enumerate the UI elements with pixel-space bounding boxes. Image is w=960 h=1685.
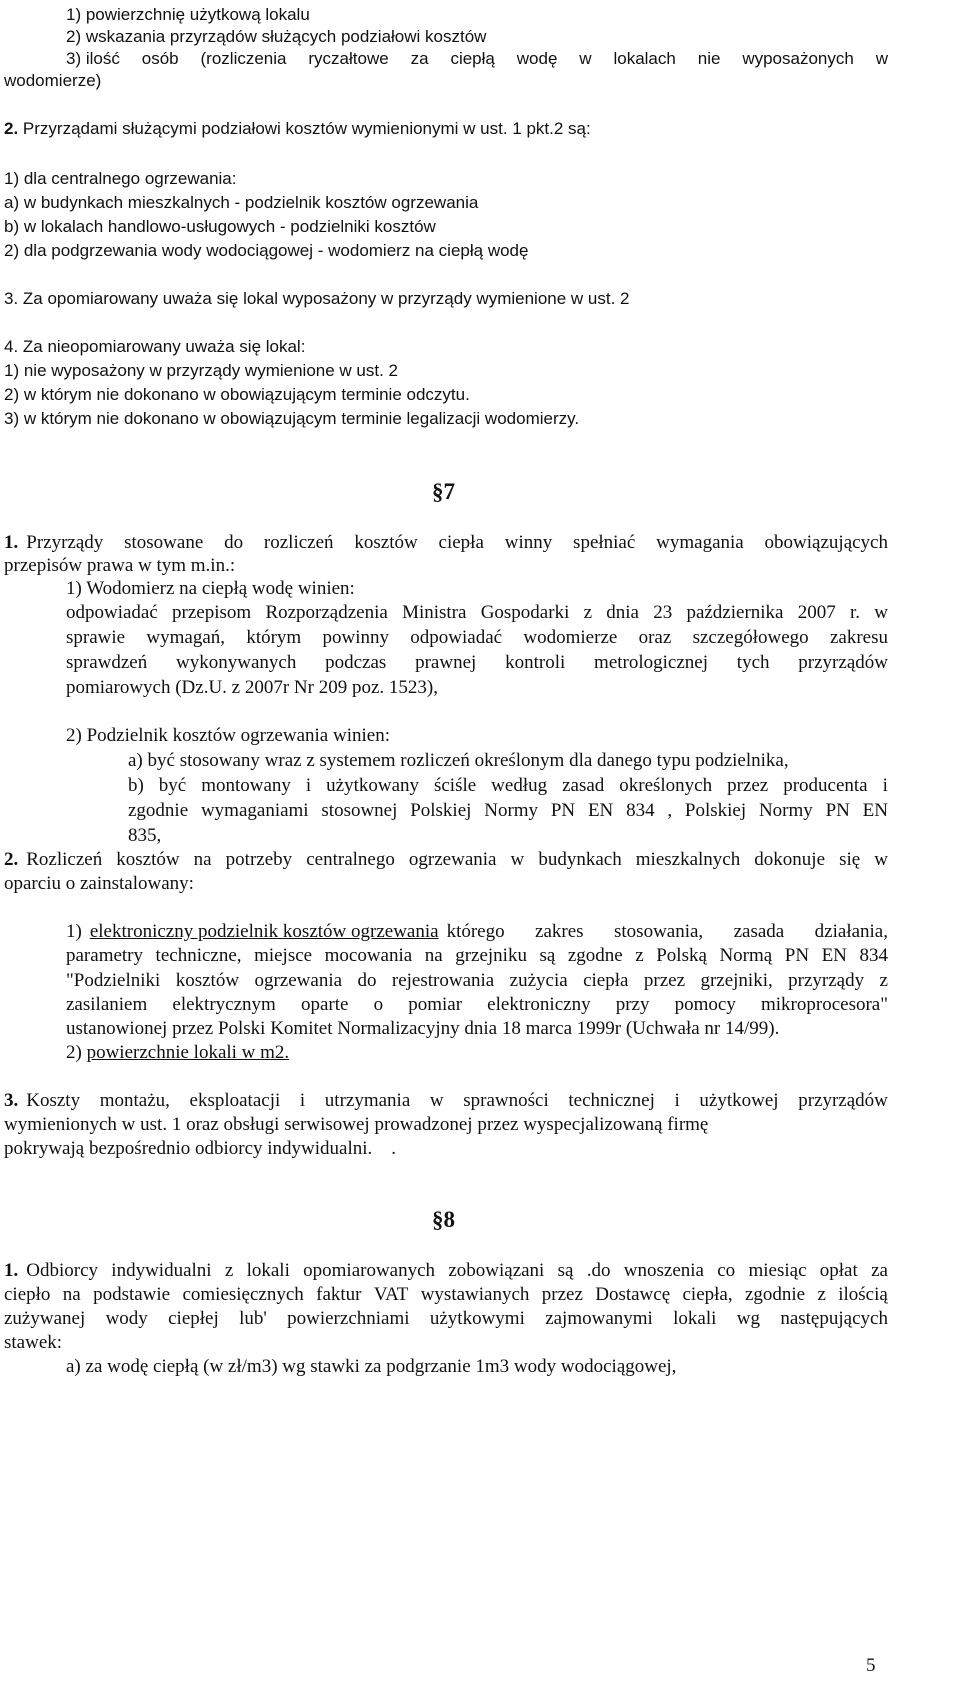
word: stosowane	[124, 532, 204, 553]
text-line: 3) w którym nie dokonano w obowiązującym terminie legalizacji wodomierzy.	[4, 409, 580, 428]
text-line	[4, 1308, 888, 1330]
word: na	[193, 849, 212, 870]
word: lub'	[239, 1308, 267, 1329]
list-marker: 1)	[66, 921, 82, 942]
word: indywidualni	[111, 1260, 212, 1281]
word: .do	[586, 1260, 611, 1281]
word: wodę	[516, 49, 558, 68]
text-line: a) być stosowany wraz z systemem rozliczeń określonym dla danego typu podzielnika,	[128, 750, 789, 771]
word: prawnej	[415, 652, 477, 673]
word: w	[510, 849, 525, 870]
word: EN	[862, 800, 888, 821]
word: za	[410, 49, 429, 68]
word: Ministra	[402, 602, 467, 623]
word: 2007	[797, 602, 836, 623]
word: powinny	[322, 627, 389, 648]
text-line	[66, 652, 888, 674]
item-number: 3.	[4, 1090, 19, 1111]
section-heading-7	[432, 481, 455, 503]
word: Przyrządy	[26, 532, 104, 553]
justified-words	[26, 1090, 888, 1112]
word: miejsce	[254, 945, 313, 966]
word: przez	[727, 775, 769, 796]
word: z	[635, 945, 644, 966]
word: ciepła	[438, 532, 484, 553]
word: następujących	[780, 1308, 888, 1329]
word: Rozporządzenia	[265, 602, 388, 623]
text-line	[66, 602, 888, 624]
word: Odbiorcy	[26, 1260, 99, 1281]
word: zgodnie	[128, 800, 189, 821]
justified-words	[26, 1260, 888, 1282]
word: wodomierze	[523, 627, 618, 648]
word: wykonywanych	[176, 652, 297, 673]
text-line: 4. Za nieopomiarowany uważa się lokal:	[4, 337, 306, 356]
section-heading-8	[432, 1209, 455, 1231]
word: i	[674, 1090, 680, 1111]
word: zakres	[535, 921, 584, 942]
word: ciepłej	[168, 1308, 219, 1329]
word: zgodnie	[744, 1284, 806, 1305]
item-number: 1.	[4, 1260, 19, 1281]
word: r.	[849, 602, 860, 623]
word: ryczałtowe	[308, 49, 389, 68]
word: odpowiadać	[66, 602, 158, 623]
list-marker: 2)	[66, 1042, 82, 1063]
text-line: pomiarowych (Dz.U. z 2007r Nr 209 poz. 1523),	[66, 677, 438, 698]
word: Normą	[719, 945, 773, 966]
word: przyrządów	[798, 1090, 888, 1111]
word: zajmowanymi	[545, 1308, 653, 1329]
word: są	[557, 1260, 574, 1281]
word: przyrządów	[798, 652, 888, 673]
text-line	[4, 1284, 888, 1306]
word: mocowania	[324, 945, 413, 966]
text-line: 2) wskazania przyrządów służących podziałowi kosztów	[66, 27, 487, 46]
word: osób	[141, 49, 179, 68]
text-line: b) w lokalach handlowo-usługowych - podzielniki kosztów	[4, 217, 436, 236]
text-line: 835,	[128, 825, 162, 846]
word: podczas	[325, 652, 387, 673]
word: rejestrowania	[391, 970, 495, 991]
word: mikroprocesora"	[760, 994, 888, 1015]
word: oparte	[300, 994, 349, 1015]
word: grzejniku	[455, 945, 527, 966]
word: 834	[859, 945, 888, 966]
word: wyposażonych	[742, 49, 854, 68]
word: Dostawcę	[595, 1284, 671, 1305]
word: stosowania,	[614, 921, 704, 942]
text-line	[4, 849, 888, 871]
word: montowany	[201, 775, 291, 796]
word: według	[491, 775, 548, 796]
word: pomocy	[674, 994, 736, 1015]
word: EN	[587, 800, 614, 821]
word: na	[424, 945, 443, 966]
word: elektrycznym	[172, 994, 276, 1015]
text-line: a) w budynkach mieszkalnych - podzielnik kosztów ogrzewania	[4, 193, 479, 212]
word: użytkowymi	[429, 1308, 525, 1329]
word: parametry	[66, 945, 144, 966]
word: faktur	[316, 1284, 362, 1305]
word: co	[717, 1260, 736, 1281]
word: PN	[550, 800, 576, 821]
word: wystawianych	[420, 1284, 530, 1305]
text-line: przepisów prawa w tym m.in.:	[4, 555, 236, 576]
word: w	[875, 49, 888, 68]
word: działania,	[814, 921, 888, 942]
word: elektroniczny	[487, 994, 591, 1015]
section-number: 8	[443, 1207, 455, 1232]
text-line: 1) dla centralnego ogrzewania:	[4, 169, 237, 188]
word: dokonuje	[754, 849, 826, 870]
word: ogrzewania	[254, 970, 343, 991]
text-line	[66, 48, 888, 70]
word: stosownej	[321, 800, 398, 821]
word: podstawie	[93, 1284, 171, 1305]
word: utrzymania	[324, 1090, 411, 1111]
word: którym	[246, 627, 302, 648]
word: techniczne,	[155, 945, 242, 966]
word: montażu,	[99, 1090, 170, 1111]
word: października	[686, 602, 784, 623]
word: użytkowany	[326, 775, 420, 796]
justified-words	[26, 532, 888, 554]
word: lokali	[673, 1308, 717, 1329]
word: EN	[821, 945, 847, 966]
word: zasilaniem	[66, 994, 148, 1015]
word: wody	[105, 1308, 148, 1329]
word: lokalach	[613, 49, 676, 68]
word: o	[373, 994, 384, 1015]
word: zakresu	[829, 627, 888, 648]
word: tych	[736, 652, 770, 673]
word: ciepła,	[682, 1284, 733, 1305]
text-line: 1) nie wyposażony w przyrządy wymienione w ust. 2	[4, 361, 398, 380]
word: nie	[697, 49, 721, 68]
word: opomiarowanych	[303, 1260, 436, 1281]
word: eksploatacji	[189, 1090, 281, 1111]
word: do	[357, 970, 377, 991]
word: wg	[736, 1308, 760, 1329]
word: mieszkalnych	[635, 849, 741, 870]
word: ogrzewania	[408, 849, 497, 870]
item-number: 1.	[4, 532, 19, 553]
word: ,	[667, 800, 673, 821]
word: zużycia	[509, 970, 568, 991]
word: powierzchniami	[287, 1308, 410, 1329]
word: zgodne	[567, 945, 623, 966]
word: potrzeby	[225, 849, 293, 870]
underlined-term: powierzchnie lokali w m2.	[86, 1042, 290, 1063]
word: sprawie	[66, 627, 126, 648]
word: opłat	[819, 1260, 858, 1281]
item-number: 2.	[4, 119, 19, 138]
word: się	[839, 849, 861, 870]
text-line: 1) powierzchnię użytkową lokalu	[66, 5, 310, 24]
word: ciepło	[4, 1284, 51, 1305]
word: i	[882, 775, 888, 796]
item-number: 2.	[4, 849, 19, 870]
text-line	[66, 970, 888, 992]
word: ilością	[838, 1284, 888, 1305]
word: Gospodarki	[480, 602, 570, 623]
text-line	[128, 775, 888, 797]
word: do	[224, 532, 244, 553]
word: wymagania	[656, 532, 744, 553]
word: w	[874, 849, 888, 870]
text-line: oparciu o zainstalowany:	[4, 873, 194, 894]
section-mark: §	[432, 479, 444, 504]
text-line	[66, 921, 888, 943]
text-line: wodomierze)	[4, 71, 102, 90]
word: ciepła	[583, 970, 629, 991]
text-line: 3. Za opomiarowany uważa się lokal wyposażony w przyrządy wymienione w ust. 2	[4, 289, 630, 308]
text-line: pokrywają bezpośrednio odbiorcy indywidualni. .	[4, 1138, 397, 1159]
word: szczegółowego	[692, 627, 809, 648]
word: za	[871, 1260, 888, 1281]
word: miesiąc	[748, 1260, 807, 1281]
word: sprawności	[463, 1090, 549, 1111]
word: 23	[653, 602, 673, 623]
text-line	[4, 532, 888, 554]
text-line	[4, 1090, 888, 1112]
word: zobowiązani	[448, 1260, 545, 1281]
word: obowiązujących	[764, 532, 888, 553]
word: z	[879, 970, 888, 991]
page-number: 5	[866, 1655, 876, 1676]
text-line	[66, 627, 888, 649]
word: być	[158, 775, 187, 796]
word: przyrządy	[788, 970, 865, 991]
word: oraz	[638, 627, 672, 648]
text-line	[66, 945, 888, 967]
word: comiesięcznych	[182, 1284, 304, 1305]
word: i	[305, 775, 312, 796]
word: z	[583, 602, 593, 623]
text-line: 2) w którym nie dokonano w obowiązującym terminie odczytu.	[4, 385, 470, 404]
text-line: 1) Wodomierz na ciepłą wodę winien:	[66, 578, 355, 599]
word: "Podzielniki	[66, 970, 161, 991]
word: przez	[643, 970, 686, 991]
word: winny	[504, 532, 553, 553]
text-line: 2) dla podgrzewania wody wodociągowej - wodomierz na ciepłą wodę	[4, 241, 529, 260]
word: odpowiadać	[410, 627, 503, 648]
word: Polskiej	[410, 800, 472, 821]
justified-words	[447, 921, 888, 943]
section-number: 7	[443, 479, 455, 504]
item-text: Przyrządami służącymi podziałowi kosztów wymienionymi w ust. 1 pkt.2 są:	[22, 119, 591, 138]
word: zasada	[733, 921, 785, 942]
word: kosztów	[116, 849, 180, 870]
word: w	[579, 49, 592, 68]
word: producenta	[783, 775, 868, 796]
word: którego	[446, 921, 505, 942]
word: metrologicznej	[594, 652, 709, 673]
word: technicznej	[568, 1090, 655, 1111]
word: budynkach	[538, 849, 622, 870]
word: b)	[128, 775, 144, 796]
word: użytkowej	[699, 1090, 779, 1111]
word: 3) ilość	[66, 49, 120, 68]
word: PN	[825, 800, 850, 821]
underlined-term: elektroniczny podzielnik kosztów ogrzewania	[89, 921, 439, 942]
word: ciepłą	[450, 49, 495, 68]
word: kosztów	[175, 970, 240, 991]
word: Normy	[758, 800, 813, 821]
word: dnia	[606, 602, 639, 623]
word: VAT	[373, 1284, 409, 1305]
word: Koszty	[26, 1090, 81, 1111]
justified-words	[26, 849, 888, 871]
word: lokali	[246, 1260, 290, 1281]
text-line	[4, 118, 591, 140]
text-line	[4, 1260, 888, 1282]
word: Rozliczeń	[26, 849, 103, 870]
text-line: ustanowionej przez Polski Komitet Normalizacyjny dnia 18 marca 1999r (Uchwała nr 14/99).	[66, 1018, 780, 1039]
text-line: a) za wodę ciepłą (w zł/m3) wg stawki za podgrzanie 1m3 wody wodociągowej,	[66, 1356, 677, 1377]
text-line	[128, 800, 888, 822]
word: kosztów	[354, 532, 418, 553]
word: pomiar	[408, 994, 463, 1015]
word: rozliczeń	[263, 532, 334, 553]
word: przez	[541, 1284, 583, 1305]
text-line: stawek:	[4, 1332, 63, 1353]
word: sprawdzeń	[66, 652, 148, 673]
word: Normy	[484, 800, 539, 821]
word: centralnego	[306, 849, 395, 870]
word: na	[62, 1284, 81, 1305]
word: kontroli	[505, 652, 566, 673]
text-line: wymienionych w ust. 1 oraz obsługi serwisowej prowadzonej przez wyspecjalizowaną firmę	[4, 1114, 709, 1135]
word: w	[429, 1090, 444, 1111]
word: przy	[615, 994, 650, 1015]
word: (rozliczenia	[200, 49, 287, 68]
word: i	[299, 1090, 306, 1111]
word: są	[539, 945, 556, 966]
word: określonych	[619, 775, 713, 796]
section-mark: §	[432, 1207, 444, 1232]
word: wymagań,	[146, 627, 226, 648]
word: przepisom	[172, 602, 252, 623]
word: wymaganiami	[200, 800, 309, 821]
word: spełniać	[573, 532, 636, 553]
word: Polską	[656, 945, 707, 966]
word: 834	[626, 800, 655, 821]
word: grzejniki,	[700, 970, 773, 991]
word: w	[874, 602, 888, 623]
word: z	[224, 1260, 234, 1281]
word: wnoszenia	[623, 1260, 704, 1281]
word: z	[817, 1284, 826, 1305]
word: Polskiej	[684, 800, 747, 821]
word: zasad	[562, 775, 605, 796]
text-line: 2) Podzielnik kosztów ogrzewania winien:	[66, 725, 390, 746]
word: zużywanej	[4, 1308, 86, 1329]
text-line	[66, 1042, 289, 1064]
word: ściśle	[433, 775, 477, 796]
text-line	[66, 994, 888, 1016]
word: PN	[784, 945, 810, 966]
